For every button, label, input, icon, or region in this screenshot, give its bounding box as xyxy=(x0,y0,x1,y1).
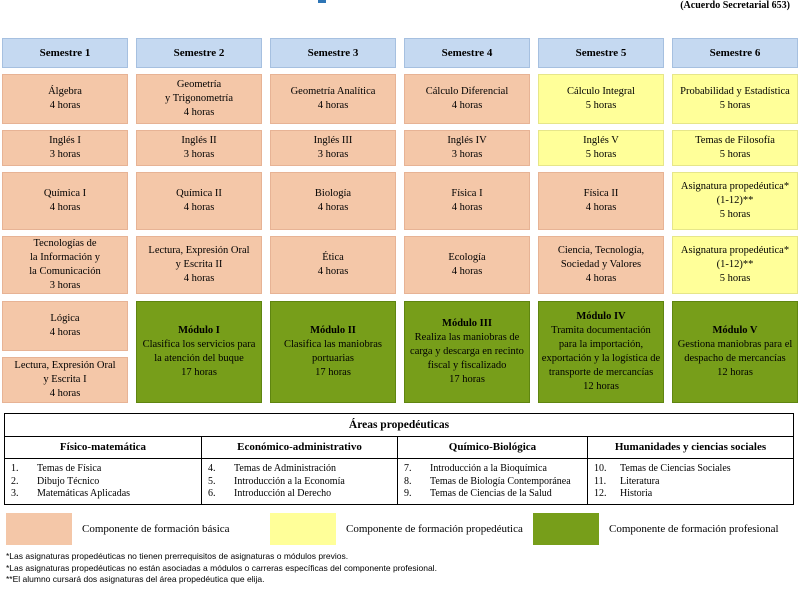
area-fisico-matematica xyxy=(5,436,201,504)
module-desc-line: Realiza las maniobras de xyxy=(414,332,520,343)
module-1 xyxy=(136,301,262,403)
module-hours: 17 horas xyxy=(315,367,351,378)
area-list xyxy=(588,459,793,501)
list-item xyxy=(404,476,587,489)
subject-propedeutica-2 xyxy=(672,236,798,294)
footnote: **El alumno cursará dos asignaturas del área propedéutica que elija. xyxy=(6,574,265,584)
item-text: Introducción a la Economía xyxy=(234,475,345,487)
subject-etica xyxy=(270,236,396,294)
module-hours: 12 horas xyxy=(583,381,619,392)
list-item xyxy=(11,463,201,476)
module-desc-line: exportación y la logística de xyxy=(541,353,661,364)
module-desc-line: carga y descarga en recinto xyxy=(410,346,524,357)
subject-hours: 4 horas xyxy=(183,273,215,284)
list-item xyxy=(208,463,397,476)
item-text: Introducción al Derecho xyxy=(234,488,332,499)
subject-name-line: la Información y xyxy=(30,252,100,263)
subject-name: Cálculo Integral xyxy=(567,86,635,97)
list-item xyxy=(208,476,397,489)
item-text: Temas de Física xyxy=(37,463,102,474)
item-number: 5. xyxy=(208,475,216,487)
item-text: Historia xyxy=(620,488,653,499)
subject-hours: 4 horas xyxy=(49,100,81,111)
legend-swatch-basic xyxy=(6,513,72,545)
subject-leoe-2 xyxy=(136,236,262,294)
subject-name-line: Sociedad y Valores xyxy=(560,259,642,270)
subject-filosofia xyxy=(672,130,798,166)
subject-biologia xyxy=(270,172,396,230)
footnote: *Las asignaturas propedéuticas no están asociadas a módulos o carreras específicas del componente profesional. xyxy=(6,562,437,573)
subject-name-line: Geometría xyxy=(176,79,222,90)
item-number: 9. xyxy=(404,488,412,499)
subject-name-line: Asignatura propedéutica* xyxy=(680,245,790,256)
subject-name: Ética xyxy=(322,252,344,263)
subject-logica xyxy=(2,301,128,351)
item-text: Matemáticas Aplicadas xyxy=(37,488,131,499)
list-item xyxy=(594,463,793,476)
subject-hours: 4 horas xyxy=(183,202,215,213)
item-number: 8. xyxy=(404,475,412,487)
subject-name: Inglés I xyxy=(49,135,81,146)
item-text: Introducción a la Bioquímica xyxy=(430,463,547,474)
module-5 xyxy=(672,301,798,403)
subject-hours: 4 horas xyxy=(49,388,81,399)
item-number: 4. xyxy=(208,463,216,474)
area-economico-administrativo xyxy=(201,436,397,504)
subject-name-line: Tecnologías de xyxy=(33,238,97,249)
module-desc-line: para la importación, xyxy=(558,339,644,350)
list-item xyxy=(594,488,793,501)
subject-leoe-1 xyxy=(2,357,128,403)
module-4 xyxy=(538,301,664,403)
subject-name: Química II xyxy=(176,188,222,199)
module-hours: 17 horas xyxy=(449,374,485,385)
subject-hours: 3 horas xyxy=(183,149,215,160)
area-list xyxy=(5,459,201,501)
subject-ingles-1 xyxy=(2,130,128,166)
area-header: Humanidades y ciencias sociales xyxy=(588,436,793,459)
subject-name: Biología xyxy=(314,188,352,199)
subject-hours: 5 horas xyxy=(719,149,751,160)
legend-label: Componente de formación básica xyxy=(82,523,230,535)
item-text: Literatura xyxy=(620,475,660,487)
subject-name-line: la Comunicación xyxy=(29,266,101,277)
list-item xyxy=(11,488,201,501)
subject-name: Inglés IV xyxy=(447,135,487,146)
subject-name: Temas de Filosofía xyxy=(695,135,775,146)
subject-cts xyxy=(538,236,664,294)
subject-calculo-integral xyxy=(538,74,664,124)
area-quimico-biologica xyxy=(397,436,587,504)
semester-4-header: Semestre 4 xyxy=(404,38,530,68)
semester-6-header: Semestre 6 xyxy=(672,38,798,68)
subject-name: Inglés II xyxy=(181,135,217,146)
module-desc-line: Tramita documentación xyxy=(551,325,651,336)
subject-name: Inglés V xyxy=(583,135,619,146)
legend-professional xyxy=(533,513,795,545)
areas-title: Áreas propedéuticas xyxy=(5,414,793,437)
subject-name: Geometría Analítica xyxy=(290,86,376,97)
subject-hours: 5 horas xyxy=(585,149,617,160)
subject-calculo-diferencial xyxy=(404,74,530,124)
list-item xyxy=(404,488,587,501)
subject-algebra xyxy=(2,74,128,124)
area-header: Físico-matemática xyxy=(5,436,201,459)
item-text: Temas de Ciencias de la Salud xyxy=(430,488,552,499)
subject-hours: 4 horas xyxy=(49,327,81,338)
module-3 xyxy=(404,301,530,403)
subject-hours: 4 horas xyxy=(49,202,81,213)
subject-name-line: y Trigonometría xyxy=(165,93,233,104)
semester-3-header: Semestre 3 xyxy=(270,38,396,68)
item-number: 6. xyxy=(208,488,216,499)
subject-name: Física I xyxy=(451,188,483,199)
subject-hours: 3 horas xyxy=(451,149,483,160)
subject-hours: 3 horas xyxy=(49,149,81,160)
module-desc-line: despacho de mercancías xyxy=(684,353,786,364)
subject-ingles-3 xyxy=(270,130,396,166)
subject-hours: 4 horas xyxy=(317,202,349,213)
subject-hours: 4 horas xyxy=(451,202,483,213)
subject-name-line: Asignatura propedéutica* xyxy=(680,181,790,192)
agreement-label: (Acuerdo Secretarial 653) xyxy=(680,0,790,11)
legend-swatch-professional xyxy=(533,513,599,545)
subject-propedeutica-1 xyxy=(672,172,798,230)
subject-fisica-2 xyxy=(538,172,664,230)
subject-probabilidad-estadistica xyxy=(672,74,798,124)
item-number: 11. xyxy=(594,475,607,487)
subject-name: Lógica xyxy=(50,313,80,324)
subject-hours: 4 horas xyxy=(183,107,215,118)
subject-name-line: (1-12)** xyxy=(716,259,754,270)
subject-hours: 5 horas xyxy=(585,100,617,111)
module-desc-line: Clasifica los servicios para xyxy=(142,339,256,350)
subject-fisica-1 xyxy=(404,172,530,230)
list-item xyxy=(208,488,397,501)
subject-name-line: (1-12)** xyxy=(716,195,754,206)
item-text: Temas de Ciencias Sociales xyxy=(620,463,731,474)
subject-tic xyxy=(2,236,128,294)
legend-swatch-propedeutic xyxy=(270,513,336,545)
semester-5-header: Semestre 5 xyxy=(538,38,664,68)
module-title: Módulo III xyxy=(442,318,492,329)
module-desc-line: la atención del buque xyxy=(154,353,244,364)
module-title: Módulo I xyxy=(178,325,220,336)
subject-hours: 5 horas xyxy=(719,273,751,284)
item-text: Temas de Biología Contemporánea xyxy=(430,475,571,487)
subject-hours: 4 horas xyxy=(317,100,349,111)
subject-ingles-2 xyxy=(136,130,262,166)
legend-basic xyxy=(6,513,256,545)
subject-name-line: y Escrita II xyxy=(175,259,223,270)
module-desc-line: fiscal y fiscalizado xyxy=(427,360,507,371)
area-header: Económico-administrativo xyxy=(202,436,397,459)
legend-label: Componente de formación propedéutica xyxy=(346,523,523,535)
semester-1-header: Semestre 1 xyxy=(2,38,128,68)
module-desc-line: Gestiona maniobras para el xyxy=(677,339,793,350)
subject-name: Ecología xyxy=(448,252,486,263)
subject-ingles-5 xyxy=(538,130,664,166)
item-number: 10. xyxy=(594,463,607,474)
subject-name: Álgebra xyxy=(48,86,82,97)
subject-name-line: Lectura, Expresión Oral xyxy=(148,245,250,256)
item-text: Temas de Administración xyxy=(234,463,337,474)
module-desc-line: portuarias xyxy=(312,353,354,364)
subject-quimica-2 xyxy=(136,172,262,230)
list-item xyxy=(11,476,201,489)
subject-hours: 3 horas xyxy=(317,149,349,160)
module-hours: 17 horas xyxy=(181,367,217,378)
item-text: Dibujo Técnico xyxy=(37,475,100,487)
subject-ingles-4 xyxy=(404,130,530,166)
item-number: 1. xyxy=(11,463,19,474)
list-item xyxy=(404,463,587,476)
subject-name: Cálculo Diferencial xyxy=(425,86,509,97)
module-desc-line: Clasifica las maniobras xyxy=(284,339,382,350)
subject-ecologia xyxy=(404,236,530,294)
area-header: Químico-Biológica xyxy=(398,436,587,459)
subject-name: Química I xyxy=(43,188,87,199)
title-fragment xyxy=(318,0,326,3)
subject-hours: 4 horas xyxy=(451,100,483,111)
propedeutic-areas-table xyxy=(4,413,794,505)
area-list xyxy=(398,459,587,501)
footnotes xyxy=(6,551,437,586)
subject-hours: 4 horas xyxy=(585,273,617,284)
subject-name-line: Ciencia, Tecnología, xyxy=(557,245,645,256)
subject-quimica-1 xyxy=(2,172,128,230)
module-title: Módulo II xyxy=(310,325,356,336)
subject-hours: 5 horas xyxy=(719,100,751,111)
subject-name-line: y Escrita I xyxy=(43,374,87,385)
module-title: Módulo V xyxy=(712,325,758,336)
module-desc-line: transporte de mercancías xyxy=(548,367,654,378)
subject-hours: 3 horas xyxy=(49,280,81,291)
item-number: 3. xyxy=(11,488,19,499)
subject-name-line: Lectura, Expresión Oral xyxy=(14,360,116,371)
subject-name: Inglés III xyxy=(313,135,353,146)
item-number: 7. xyxy=(404,463,412,474)
legend-propedeutic xyxy=(270,513,530,545)
subject-hours: 4 horas xyxy=(317,266,349,277)
subject-geometria-analitica xyxy=(270,74,396,124)
list-item xyxy=(594,476,793,489)
module-hours: 12 horas xyxy=(717,367,753,378)
subject-hours: 4 horas xyxy=(451,266,483,277)
item-number: 12. xyxy=(594,488,607,499)
module-title: Módulo IV xyxy=(576,311,626,322)
subject-geometria-trigonometria xyxy=(136,74,262,124)
item-number: 2. xyxy=(11,475,19,487)
subject-hours: 5 horas xyxy=(719,209,751,220)
subject-name: Física II xyxy=(583,188,619,199)
subject-name: Probabilidad y Estadística xyxy=(680,86,790,97)
footnote: *Las asignaturas propedéuticas no tienen prerrequisitos de asignaturas o módulos previos. xyxy=(6,551,349,561)
subject-hours: 4 horas xyxy=(585,202,617,213)
semester-2-header: Semestre 2 xyxy=(136,38,262,68)
module-2 xyxy=(270,301,396,403)
legend-label: Componente de formación profesional xyxy=(609,523,779,535)
area-list xyxy=(202,459,397,501)
area-humanidades xyxy=(587,436,793,504)
